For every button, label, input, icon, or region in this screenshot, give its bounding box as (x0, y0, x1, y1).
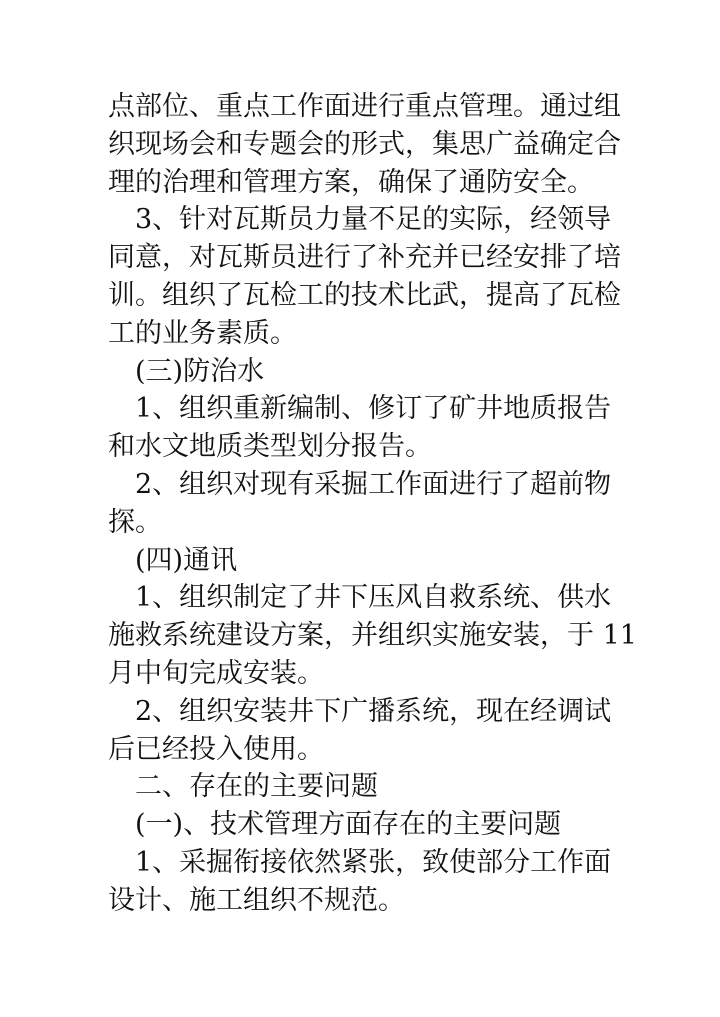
text-line: 同意，对瓦斯员进行了补充并已经安排了培 (108, 242, 621, 274)
text-line: (一)、技术管理方面存在的主要问题 (135, 809, 562, 841)
text-line: 1、组织重新编制、修订了矿井地质报告 (135, 393, 612, 425)
text-line: 训。组织了瓦检工的技术比武，提高了瓦检 (108, 279, 621, 311)
text-line: 工的业务素质。 (108, 317, 297, 349)
text-line: 理的治理和管理方案，确保了通防安全。 (108, 166, 594, 198)
text-line: 1、组织制定了井下压风自救系统、供水 (135, 582, 612, 614)
text-line: 织现场会和专题会的形式，集思广益确定合 (108, 128, 621, 160)
text-line: 设计、施工组织不规范。 (108, 884, 405, 916)
text-line: (四)通讯 (135, 544, 238, 576)
text-line: 探。 (108, 506, 162, 538)
text-line: 后已经投入使用。 (108, 733, 324, 765)
text-line: (三)防治水 (135, 355, 265, 387)
text-line: 3、针对瓦斯员力量不足的实际，经领导 (135, 204, 612, 236)
text-line: 施救系统建设方案，并组织实施安装，于 11 (108, 620, 637, 652)
text-line: 和水文地质类型划分报告。 (108, 431, 432, 463)
text-line: 2、组织对现有采掘工作面进行了超前物 (135, 468, 612, 500)
text-line: 二、存在的主要问题 (135, 771, 378, 803)
text-line: 点部位、重点工作面进行重点管理。通过组 (108, 91, 621, 122)
text-line: 月中旬完成安装。 (108, 657, 324, 689)
text-line: 2、组织安装井下广播系统，现在经调试 (135, 695, 612, 727)
text-line: 1、采掘衔接依然紧张，致使部分工作面 (135, 846, 612, 878)
document-body (108, 88, 637, 920)
